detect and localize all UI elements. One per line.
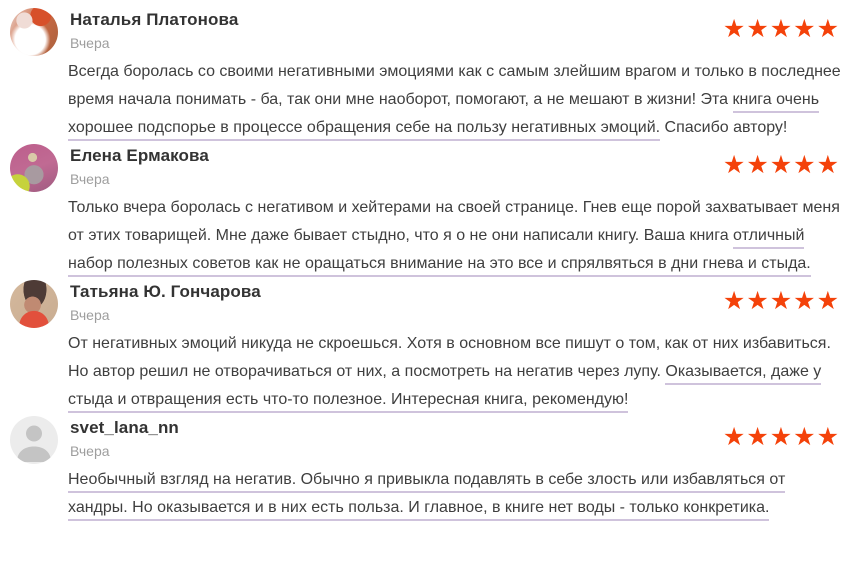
- reviewer-name: svet_lana_nn: [70, 418, 179, 437]
- avatar-woman-with-glasses-photo: [10, 280, 58, 328]
- star-icon: ★: [769, 423, 793, 451]
- rating-stars: [722, 153, 844, 178]
- review-item: [10, 280, 844, 414]
- star-icon: ★: [746, 15, 769, 43]
- reviewer-meta: [70, 280, 261, 323]
- reviewer-meta: [70, 144, 209, 187]
- star-icon: ★: [769, 287, 793, 315]
- avatar-default-person-placeholder: [10, 416, 58, 464]
- star-icon: ★: [769, 151, 793, 179]
- reviewer-meta: [70, 416, 179, 459]
- star-icon: ★: [722, 151, 746, 179]
- star-icon: ★: [722, 423, 746, 451]
- star-icon: ★: [793, 15, 816, 43]
- reviewer-name: Татьяна Ю. Гончарова: [70, 282, 261, 301]
- highlighted-text: Оказывается, даже у стыда и отвращения есть что-то полезное. Интересная книга, рекомендую!: [68, 363, 821, 413]
- star-icon: ★: [722, 287, 746, 315]
- avatar-white-fluffy-pet-photo: [10, 8, 58, 56]
- star-icon: ★: [793, 423, 816, 451]
- highlighted-text: отличный набор полезных советов как не оращаться внимание на это все и спрялвяться в дни гнева и стыда.: [68, 227, 811, 277]
- star-icon: ★: [769, 15, 793, 43]
- review-text: [68, 58, 844, 142]
- star-icon: ★: [816, 287, 839, 315]
- review-header: [10, 280, 844, 328]
- star-icon: ★: [746, 423, 769, 451]
- star-icon: ★: [722, 15, 746, 43]
- review-date: Вчера: [70, 443, 110, 459]
- rating-stars: [722, 425, 844, 450]
- reviewer-name: Елена Ермакова: [70, 146, 209, 165]
- highlighted-text: книга очень хорошее подспорье в процессе обращения себе на пользу негативных эмоций.: [68, 91, 819, 141]
- highlighted-text: Необычный взгляд на негатив. Обычно я привыкла подавлять в себе злость или избавляться от хандры. Но оказывается и в них есть польза. И главное, в книге нет воды - только конкретика.: [68, 471, 785, 521]
- reviewer-meta: [70, 8, 238, 51]
- review-date: Вчера: [70, 307, 110, 323]
- review-header: [10, 8, 844, 56]
- review-text: [68, 466, 844, 522]
- star-icon: ★: [793, 151, 816, 179]
- star-icon: ★: [793, 287, 816, 315]
- review-item: [10, 144, 844, 278]
- plain-text: Спасибо автору!: [660, 119, 788, 136]
- review-text: [68, 194, 844, 278]
- review-text: [68, 330, 844, 414]
- review-date: Вчера: [70, 171, 110, 187]
- plain-text: Всегда боролась со своими негативными эмоциями как с самым злейшим врагом и только в последнее время начала понимать - ба, так они мне наоборот, помогают, а не мешают в жизни! Эта: [68, 63, 841, 108]
- plain-text: От негативных эмоций никуда не скроешься. Хотя в основном все пишут о том, как от них избавиться. Но автор решил не отворачиваться от них, а посмотреть на негатив через лупу.: [68, 335, 831, 380]
- review-date: Вчера: [70, 35, 110, 51]
- review-item: [10, 416, 844, 522]
- rating-stars: [722, 289, 844, 314]
- reviewer-name: Наталья Платонова: [70, 10, 239, 29]
- review-header: [10, 416, 844, 464]
- star-icon: ★: [746, 287, 769, 315]
- rating-stars: [722, 17, 844, 42]
- star-icon: ★: [816, 151, 839, 179]
- star-icon: ★: [746, 151, 769, 179]
- plain-text: Только вчера боролась с негативом и хейтерами на своей странице. Гнев еще порой захватывает меня от этих товарищей. Мне даже бывает стыдно, что я о не они написали книгу. Ваша книга: [68, 199, 840, 244]
- avatar-woman-among-pink-flowers-photo: [10, 144, 58, 192]
- review-header: [10, 144, 844, 192]
- review-item: [10, 8, 844, 142]
- star-icon: ★: [816, 15, 839, 43]
- person-silhouette-icon: [10, 416, 58, 464]
- star-icon: ★: [816, 423, 839, 451]
